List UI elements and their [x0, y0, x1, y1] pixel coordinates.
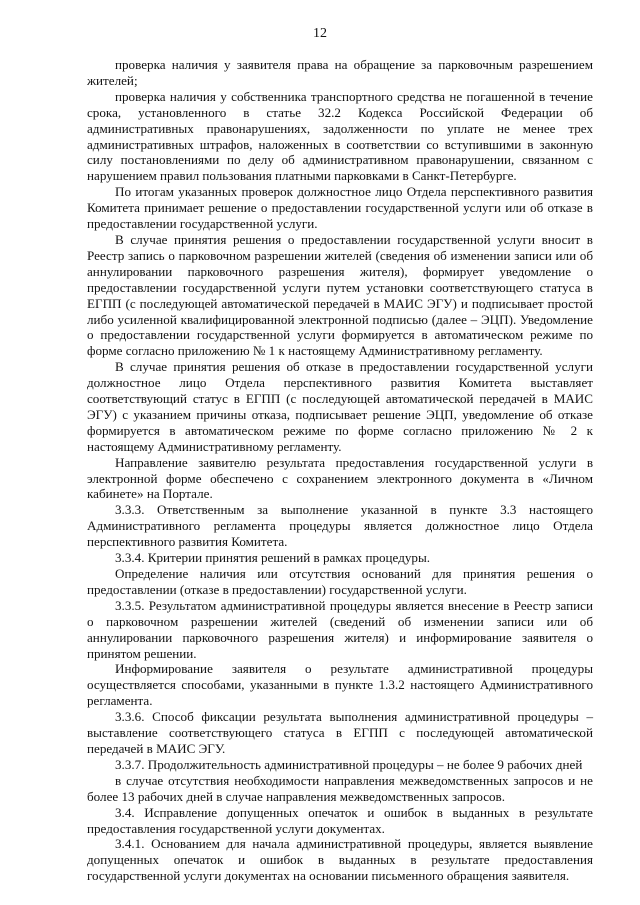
paragraph-3-3-5: 3.3.5. Результатом административной процедуры является внесение в Реестр записи о парковочном разрешении жителей (сведений об изменении записи или об аннулировании парковочного разрешения жителя) и информирование заявителя о принятом решении.: [87, 597, 593, 661]
paragraph-check-results: По итогам указанных проверок должностное лицо Отдела перспективного развития Комитета принимает решение о предоставлении государственной услуги или об отказе в предоставлении государственной услуги.: [87, 184, 593, 232]
paragraph-3-4-1: 3.4.1. Основанием для начала административной процедуры, является выявление допущенных опечаток и ошибок в выданных в результате предоставления государственной услуги документах на основании письменного обращения заявителя.: [87, 836, 593, 884]
paragraph-applicant-right-check: проверка наличия у заявителя права на обращение за парковочным разрешением жителей;: [87, 57, 593, 88]
paragraph-debt-check: проверка наличия у собственника транспортного средства не погашенной в течение срока, установленного в статье 32.2 Кодекса Российской Федерации об административных правонарушениях, задолженности по уплате не менее трех административных штрафов, наложенных в соответствии со вступившими в законную силу постановлениями по делу об административном правонарушении, связанном с нарушением правил пользования платными парковками в Санкт-Петербурге.: [87, 88, 593, 184]
paragraph-decision-criteria: Определение наличия или отсутствия оснований для принятия решения о предоставлении (отказе в предоставлении) государственной услуги.: [87, 566, 593, 597]
paragraph-3-3-3: 3.3.3. Ответственным за выполнение указанной в пункте 3.3 настоящего Административного регламента процедуры является должностное лицо Отдела перспективного развития Комитета.: [87, 502, 593, 550]
paragraph-3-3-7: 3.3.7. Продолжительность административной процедуры – не более 9 рабочих дней: [115, 756, 583, 772]
paragraph-duration-detail: в случае отсутствия необходимости направления межведомственных запросов и не более 13 рабочих дней в случае направления межведомственных запросов.: [87, 772, 593, 804]
paragraph-refusal-case: В случае принятия решения об отказе в предоставлении государственной услуги должностное лицо Отдела перспективного развития Комитета выставляет соответствующий статус в ЕГПП (с последующей автоматической передачей в МАИС ЭГУ) с указанием причины отказа, подписывает решение ЭЦП, уведомление об отказе формируется в автоматическом режиме по форме согласно приложению № 2 к настоящему Административному регламенту.: [87, 359, 593, 454]
paragraph-informing: Информирование заявителя о результате административной процедуры осуществляется способами, указанными в пункте 1.3.2 настоящего Административного регламента.: [87, 661, 593, 709]
paragraph-3-4: 3.4. Исправление допущенных опечаток и ошибок в выданных в результате предоставления государственной услуги документах.: [87, 804, 593, 836]
page-number: 12: [313, 26, 327, 41]
document-body: [87, 57, 593, 884]
paragraph-result-delivery: Направление заявителю результата предоставления государственной услуги в электронной форме обеспечено с сохранением электронного документа в «Личном кабинете» на Портале.: [87, 454, 593, 502]
paragraph-approval-case: В случае принятия решения о предоставлении государственной услуги вносит в Реестр запись о парковочном разрешении жителей (сведения об изменении записи или об аннулировании парковочного разрешения жителя), формирует уведомление о предоставлении государственной услуги путем установки соответствующего статуса в ЕГПП (с последующей автоматической передачей в МАИС ЭГУ) и подписывает простой либо усиленной квалифицированной электронной подписью (далее – ЭЦП). Уведомление о предоставлении государственной услуги формируется в автоматическом режиме по форме согласно приложению № 1 к настоящему Административному регламенту.: [87, 231, 593, 359]
paragraph-3-3-6: 3.3.6. Способ фиксации результата выполнения административной процедуры – выставление соответствующего статуса в ЕГПП с последующей автоматической передачей в МАИС ЭГУ.: [87, 709, 593, 756]
paragraph-3-3-4: 3.3.4. Критерии принятия решений в рамках процедуры.: [115, 550, 431, 566]
